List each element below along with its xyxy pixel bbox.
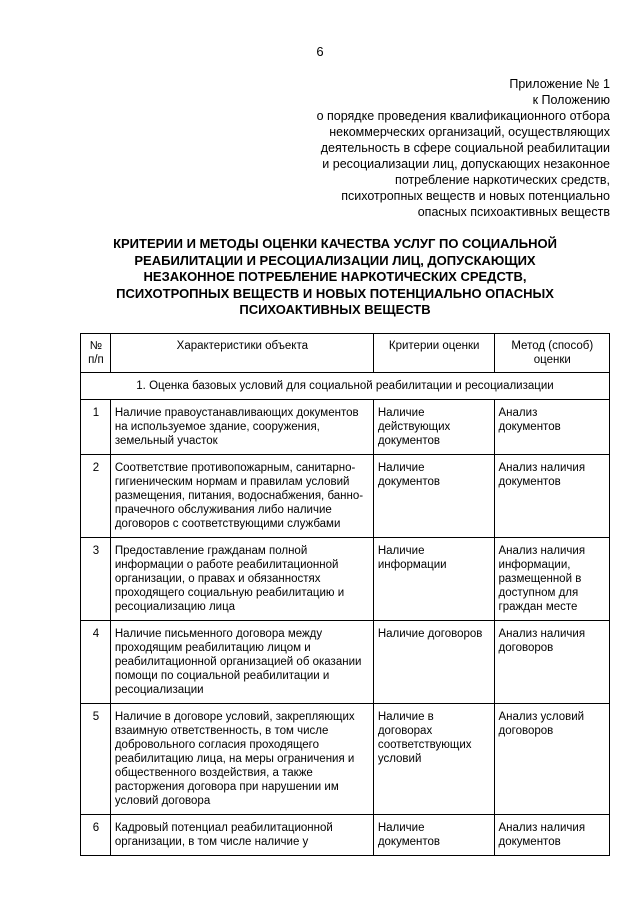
row-characteristic-line: помощи по социальной реабилитации и <box>114 670 330 682</box>
row-method <box>494 400 609 455</box>
row-characteristic-line: Наличие правоустанавливающих документов <box>114 407 359 419</box>
row-criteria-line: Наличие <box>377 462 425 474</box>
appendix-line: опасных психоактивных веществ <box>417 205 610 219</box>
row-method-line: Анализ условий <box>498 711 585 723</box>
row-criteria <box>373 815 494 856</box>
appendix-header <box>230 76 610 220</box>
table-body <box>81 373 610 856</box>
table-row <box>81 704 610 815</box>
row-number: 3 <box>81 538 111 621</box>
row-method-line: Анализ наличия <box>498 545 586 557</box>
header-characteristic <box>110 334 373 373</box>
row-criteria-line: договорах <box>377 725 433 737</box>
row-criteria-line: документов <box>377 836 441 848</box>
appendix-line: Приложение № 1 <box>509 77 610 91</box>
section-title: 1. Оценка базовых условий для социальной реабилитации и ресоциализации <box>81 373 610 400</box>
criteria-table <box>80 333 610 856</box>
row-characteristic-line: размещения, питания, водоснабжения, банно- <box>114 490 364 502</box>
appendix-line: психотропных веществ и новых потенциально <box>341 189 610 203</box>
row-criteria-line: Наличие <box>377 822 425 834</box>
row-characteristic <box>110 538 373 621</box>
row-characteristic-line: реабилитационной организацией об оказании <box>114 656 362 668</box>
row-criteria-line: условий <box>377 753 422 765</box>
document-title <box>70 236 600 319</box>
row-number: 5 <box>81 704 111 815</box>
row-characteristic-line: проходящего социальную реабилитацию и <box>114 587 345 599</box>
row-criteria <box>373 455 494 538</box>
section-row <box>81 373 610 400</box>
appendix-line: некоммерческих организаций, осуществляющих <box>329 125 610 139</box>
row-criteria-line: информации <box>377 559 447 571</box>
row-method <box>494 538 609 621</box>
row-criteria-line: документов <box>377 476 441 488</box>
row-characteristic-line: гигиеническим нормам и правилам условий <box>114 476 350 488</box>
row-characteristic-line: расторжения договора при нарушении им <box>114 781 339 793</box>
row-characteristic <box>110 704 373 815</box>
row-criteria-line: Наличие <box>377 407 425 419</box>
row-criteria-line: действующих <box>377 421 451 433</box>
header-method <box>494 334 609 373</box>
row-characteristic-line: Наличие в договоре условий, закрепляющих <box>114 711 355 723</box>
title-line: КРИТЕРИИ И МЕТОДЫ ОЦЕНКИ КАЧЕСТВА УСЛУГ ПО СОЦИАЛЬНОЙ <box>113 236 557 251</box>
title-line: ПСИХОАКТИВНЫХ ВЕЩЕСТВ <box>239 302 431 317</box>
row-characteristic-line: ресоциализации <box>114 684 204 696</box>
title-line: РЕАБИЛИТАЦИИ И РЕСОЦИАЛИЗАЦИИ ЛИЦ, ДОПУСКАЮЩИХ <box>134 252 536 268</box>
row-criteria-line: Наличие в <box>377 711 434 723</box>
row-characteristic-line: Кадровый потенциал реабилитационной <box>114 822 333 834</box>
row-characteristic-line: реабилитацию лица, на меры ограничения и <box>114 753 355 765</box>
row-method-line: договоров <box>498 725 554 737</box>
row-characteristic-line: прачечного обслуживания либо наличие <box>114 504 332 516</box>
row-characteristic-line: проходящим реабилитацию лицом и <box>114 642 311 654</box>
appendix-line: потребление наркотических средств, <box>394 173 610 187</box>
appendix-line: о порядке проведения квалификационного отбора <box>316 109 610 123</box>
row-characteristic-line: Наличие письменного договора между <box>114 628 323 640</box>
row-characteristic-line: информации о работе реабилитационной <box>114 559 339 571</box>
header-criteria-line: Критерии оценки <box>388 340 480 352</box>
table-row <box>81 455 610 538</box>
row-method-line: Анализ <box>498 407 538 419</box>
appendix-line: и ресоциализации лиц, допускающих незаконное <box>322 157 610 171</box>
row-criteria <box>373 704 494 815</box>
row-method-line: информации, <box>498 559 571 571</box>
row-method-line: граждан месте <box>498 601 578 613</box>
header-characteristic-line: Характеристики объекта <box>176 340 308 352</box>
row-characteristic-line: договоров с соответствующими службами <box>114 518 341 530</box>
row-number: 2 <box>81 455 111 538</box>
appendix-line: к Положению <box>532 93 610 107</box>
row-method-line: документов <box>498 476 561 488</box>
row-method <box>494 455 609 538</box>
row-characteristic <box>110 815 373 856</box>
row-method-line: Анализ наличия <box>498 822 586 834</box>
row-characteristic-line: Предоставление гражданам полной <box>114 545 308 557</box>
row-characteristic-line: общественного воздействия, а также <box>114 767 313 779</box>
title-line: ПСИХОТРОПНЫХ ВЕЩЕСТВ И НОВЫХ ПОТЕНЦИАЛЬНО ОПАСНЫХ <box>116 285 554 301</box>
row-characteristic-line: взаимную ответственность, в том числе <box>114 725 329 737</box>
row-characteristic-line: на используемое здание, сооружения, <box>114 421 320 433</box>
header-num <box>81 334 111 373</box>
row-method-line: размещенной в <box>498 573 582 585</box>
row-method-line: доступном для <box>498 587 579 599</box>
page-number: 6 <box>316 44 324 59</box>
table-row <box>81 815 610 856</box>
row-criteria-line: соответствующих <box>377 739 472 751</box>
row-method-line: договоров <box>498 642 554 654</box>
row-criteria-line: Наличие <box>377 545 425 557</box>
table-row <box>81 538 610 621</box>
header-num-line: № <box>89 340 103 352</box>
row-characteristic-line: условий договора <box>114 795 211 807</box>
row-method <box>494 704 609 815</box>
row-method-line: Анализ наличия <box>498 462 586 474</box>
row-characteristic <box>110 455 373 538</box>
row-characteristic <box>110 400 373 455</box>
row-criteria-line: документов <box>377 435 441 447</box>
row-criteria <box>373 538 494 621</box>
row-number: 6 <box>81 815 111 856</box>
row-characteristic-line: организации, в том числе наличие у <box>114 836 309 848</box>
row-method-line: документов <box>498 421 561 433</box>
table-row <box>81 400 610 455</box>
header-method-line: Метод (способ) <box>511 340 594 352</box>
appendix-line: деятельность в сфере социальной реабилитации <box>320 141 610 155</box>
row-characteristic <box>110 621 373 704</box>
row-number: 1 <box>81 400 111 455</box>
title-line: НЕЗАКОННОЕ ПОТРЕБЛЕНИЕ НАРКОТИЧЕСКИХ СРЕДСТВ, <box>143 269 527 284</box>
row-characteristic-line: организации, о правах и обязанностях <box>114 573 321 585</box>
header-method-line: оценки <box>533 354 571 366</box>
header-criteria <box>373 334 494 373</box>
row-method <box>494 621 609 704</box>
row-method-line: Анализ наличия <box>498 628 586 640</box>
row-characteristic-line: добровольного согласия проходящего <box>114 739 320 751</box>
row-characteristic-line: Соответствие противопожарным, санитарно- <box>114 462 356 474</box>
row-characteristic-line: земельный участок <box>114 435 218 447</box>
row-method <box>494 815 609 856</box>
row-method-line: документов <box>498 836 561 848</box>
header-num-line: п/п <box>88 354 104 366</box>
row-criteria <box>373 621 494 704</box>
row-characteristic-line: ресоциализацию лица <box>114 601 236 613</box>
row-criteria <box>373 400 494 455</box>
table-header-row <box>81 334 610 373</box>
table-row <box>81 621 610 704</box>
row-criteria-line: Наличие договоров <box>377 628 483 640</box>
row-number: 4 <box>81 621 111 704</box>
